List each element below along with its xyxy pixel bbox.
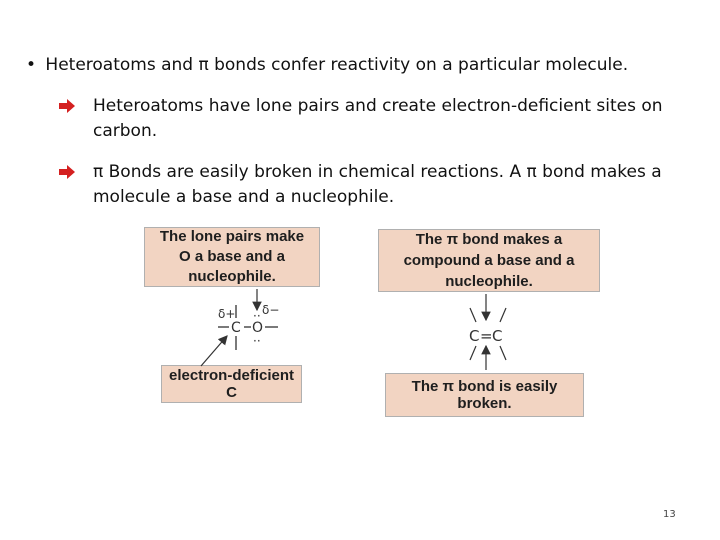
alkene-bond-ul <box>470 308 476 322</box>
oxygen-atom: O <box>252 320 264 336</box>
deficient-carbon-arrow <box>201 336 227 366</box>
oxygen-lone-pair-top: ·· <box>253 309 261 323</box>
pi-bond-broken-box: The π bond is easily broken. <box>385 373 584 417</box>
alkene-bond-ll <box>470 346 476 360</box>
sub-bullet-2-text: π Bonds are easily broken in chemical reactions. A π bond makes a molecule a base and a nucleophile. <box>93 162 662 207</box>
pi-bond-base-box: The π bond makes a compound a base and a nucleophile. <box>378 229 600 292</box>
sub-bullet-1-text: Heteroatoms have lone pairs and create electron-deficient sites on carbon. <box>93 96 663 141</box>
alkene-carbon-2: C <box>492 327 503 345</box>
lone-pairs-box: The lone pairs make O a base and a nucleophile. <box>144 227 320 287</box>
alkene-structure <box>469 308 506 360</box>
bullet-marker: • <box>26 55 37 75</box>
delta-plus-label: δ+ <box>218 307 236 321</box>
delta-minus-label: δ− <box>262 303 280 317</box>
oxygen-lone-pair-bottom: ·· <box>253 334 261 348</box>
main-bullet-text: Heteroatoms and π bonds confer reactivity on a particular molecule. <box>45 55 629 75</box>
alkene-bond-lr <box>500 346 506 360</box>
alkene-carbon-1: C <box>469 327 480 345</box>
electron-deficient-box: electron-deficient C <box>161 365 302 403</box>
page-number: 13 <box>663 509 676 520</box>
carbon-atom: C <box>231 320 241 336</box>
alkene-double-bond: = <box>480 327 493 345</box>
carbonyl-structure <box>218 303 279 350</box>
alkene-bond-ur <box>500 308 506 322</box>
